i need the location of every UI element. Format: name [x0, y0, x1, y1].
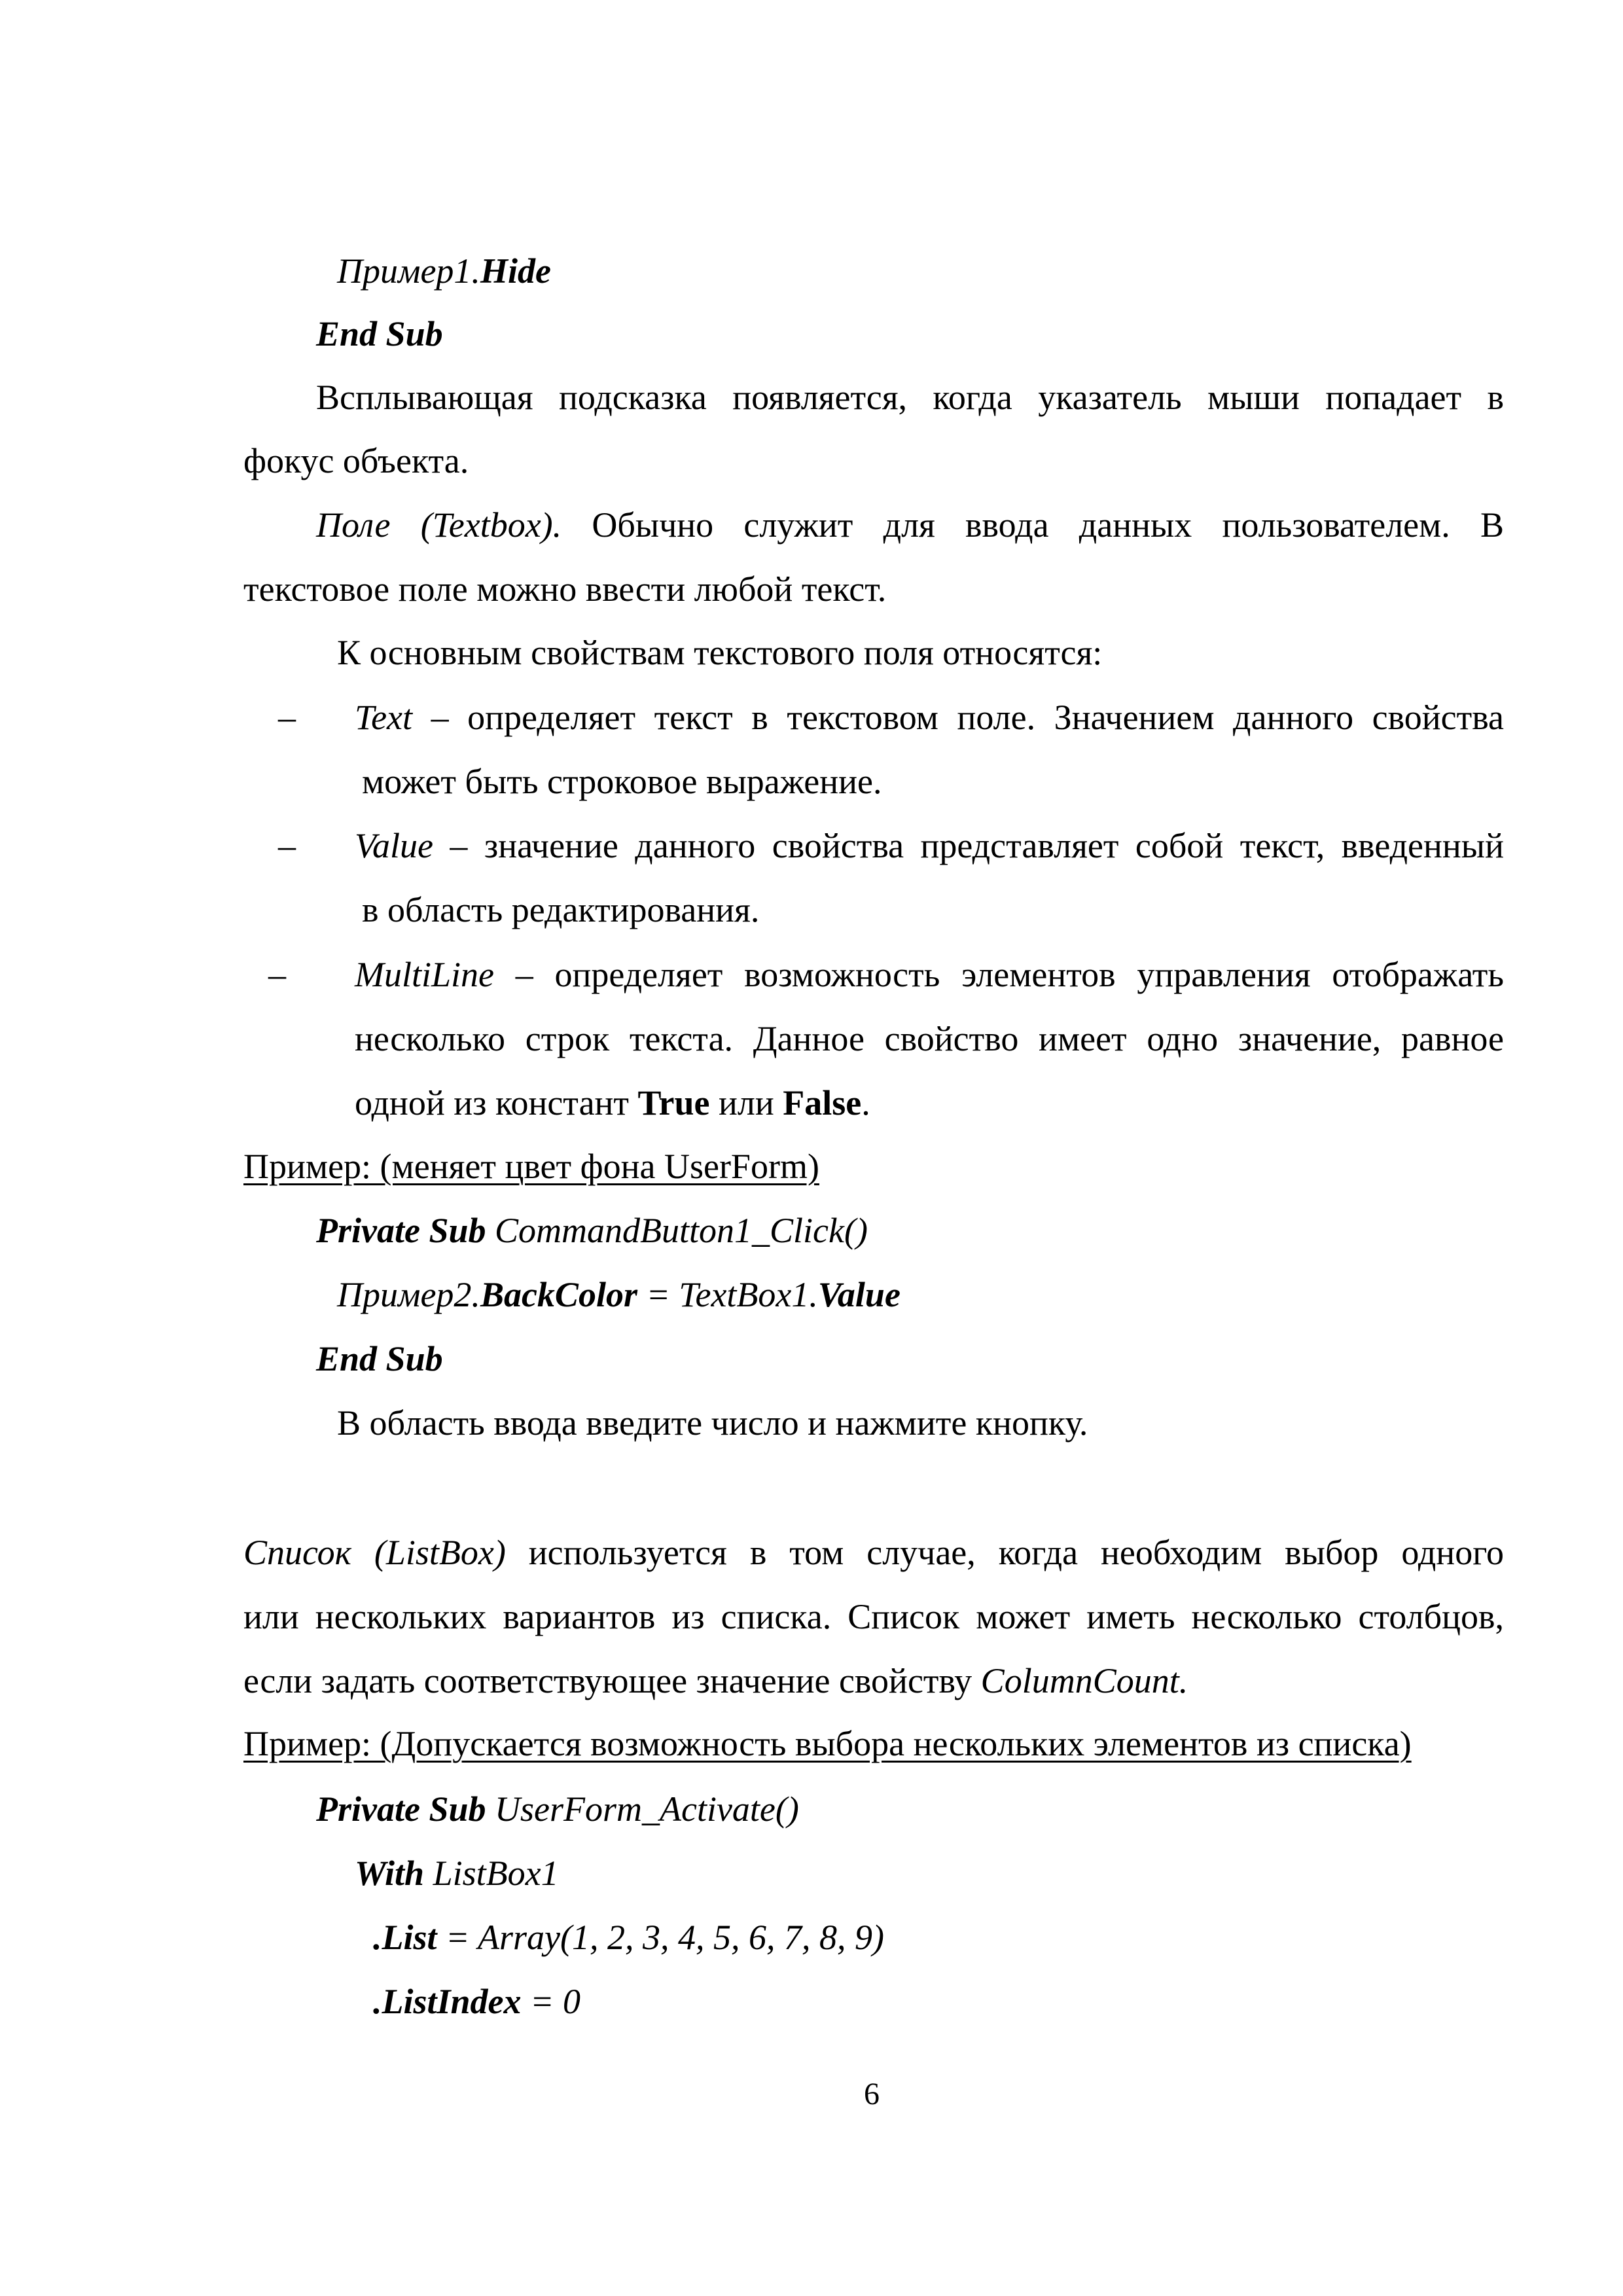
property-text-line2: может быть строковое выражение.	[362, 762, 882, 801]
code-expression: = 0	[521, 1982, 580, 2021]
property-name: ColumnCount.	[980, 1661, 1188, 1700]
code-sub-name: CommandButton1_Click()	[486, 1211, 868, 1250]
listbox-term: Список (ListBox)	[243, 1533, 506, 1572]
code-keyword: With	[355, 1854, 425, 1893]
page-number: 6	[864, 2077, 880, 2111]
example3-sub-declaration	[316, 1788, 799, 1830]
example3-with-line	[355, 1852, 559, 1894]
textbox-paragraph-text: Обычно служит для ввода данных пользователем. В	[562, 505, 1504, 545]
property-description: или	[709, 1083, 783, 1122]
textbox-props-intro: К основным свойствам текстового поля относятся:	[337, 633, 1103, 672]
property-name: MultiLine	[355, 955, 494, 994]
property-multiline-line2: несколько строк текста. Данное свойство имеет одно значение, равное	[355, 1019, 1504, 1058]
code-property: .List	[373, 1918, 437, 1957]
property-value-line1	[355, 825, 1504, 867]
textbox-term: Поле (Textbox).	[316, 505, 562, 545]
example2-sub-declaration	[316, 1210, 868, 1251]
code-property: .ListIndex	[373, 1982, 522, 2021]
property-multiline-line3	[355, 1082, 870, 1124]
property-name: Text	[355, 698, 413, 737]
code-property: Value	[817, 1275, 901, 1314]
listbox-paragraph-line3	[243, 1660, 1188, 1702]
textbox-paragraph-line2: текстовое поле можно ввести любой текст.	[243, 569, 887, 609]
tooltip-paragraph-line1: Всплывающая подсказка появляется, когда указатель мыши попадает в	[316, 378, 1504, 417]
code-sub-name: UserForm_Activate()	[486, 1789, 799, 1829]
listbox-paragraph-line1	[243, 1532, 1504, 1573]
example3-heading: Пример: (Допускается возможность выбора нескольких элементов из списка)	[243, 1724, 1412, 1763]
property-description: – определяет возможность элементов управления отображать	[494, 955, 1504, 994]
listbox-paragraph-text: если задать соответствующее значение свойству	[243, 1661, 981, 1700]
listbox-paragraph-line2: или нескольких вариантов из списка. Список может иметь несколько столбцов,	[243, 1597, 1504, 1636]
example2-heading: Пример: (меняет цвет фона UserForm)	[243, 1147, 819, 1186]
code-end-sub: End Sub	[316, 314, 443, 353]
code-keyword: Private Sub	[316, 1211, 486, 1250]
property-value-line2: в область редактирования.	[362, 890, 760, 929]
example2-end-sub: End Sub	[316, 1339, 443, 1378]
property-description: .	[861, 1083, 870, 1122]
example3-listindex-line	[373, 1981, 580, 2022]
tooltip-paragraph-line2: фокус объекта.	[243, 441, 469, 480]
example2-note: В область ввода введите число и нажмите кнопку.	[337, 1403, 1088, 1443]
textbox-paragraph-line1	[316, 504, 1504, 546]
example2-assignment	[337, 1274, 901, 1316]
property-description: – определяет текст в текстовом поле. Значением данного свойства	[412, 698, 1504, 737]
code-object: Пример1.	[337, 251, 480, 291]
code-expression: = Array(1, 2, 3, 4, 5, 6, 7, 8, 9)	[437, 1918, 884, 1957]
list-bullet-dash: –	[268, 955, 286, 994]
property-description: – значение данного свойства представляет собой текст, введенный	[433, 826, 1504, 865]
constant-true: True	[637, 1083, 710, 1122]
example3-list-line	[373, 1916, 884, 1958]
code-keyword: Private Sub	[316, 1789, 486, 1829]
constant-false: False	[783, 1083, 862, 1122]
listbox-paragraph-text: используется в том случае, когда необходим выбор одного	[505, 1533, 1504, 1572]
code-method: Hide	[480, 251, 551, 291]
code-hide-line	[337, 250, 551, 292]
code-property: BackColor	[480, 1275, 637, 1314]
code-object: Пример2.	[337, 1275, 480, 1314]
list-bullet-dash: –	[278, 698, 296, 737]
code-object: ListBox1	[424, 1854, 559, 1893]
list-bullet-dash: –	[278, 826, 296, 865]
property-text-line1	[355, 696, 1504, 738]
property-multiline-line1	[355, 954, 1504, 996]
code-expression: = TextBox1.	[637, 1275, 818, 1314]
property-description: одной из констант	[355, 1083, 638, 1122]
property-name: Value	[355, 826, 433, 865]
